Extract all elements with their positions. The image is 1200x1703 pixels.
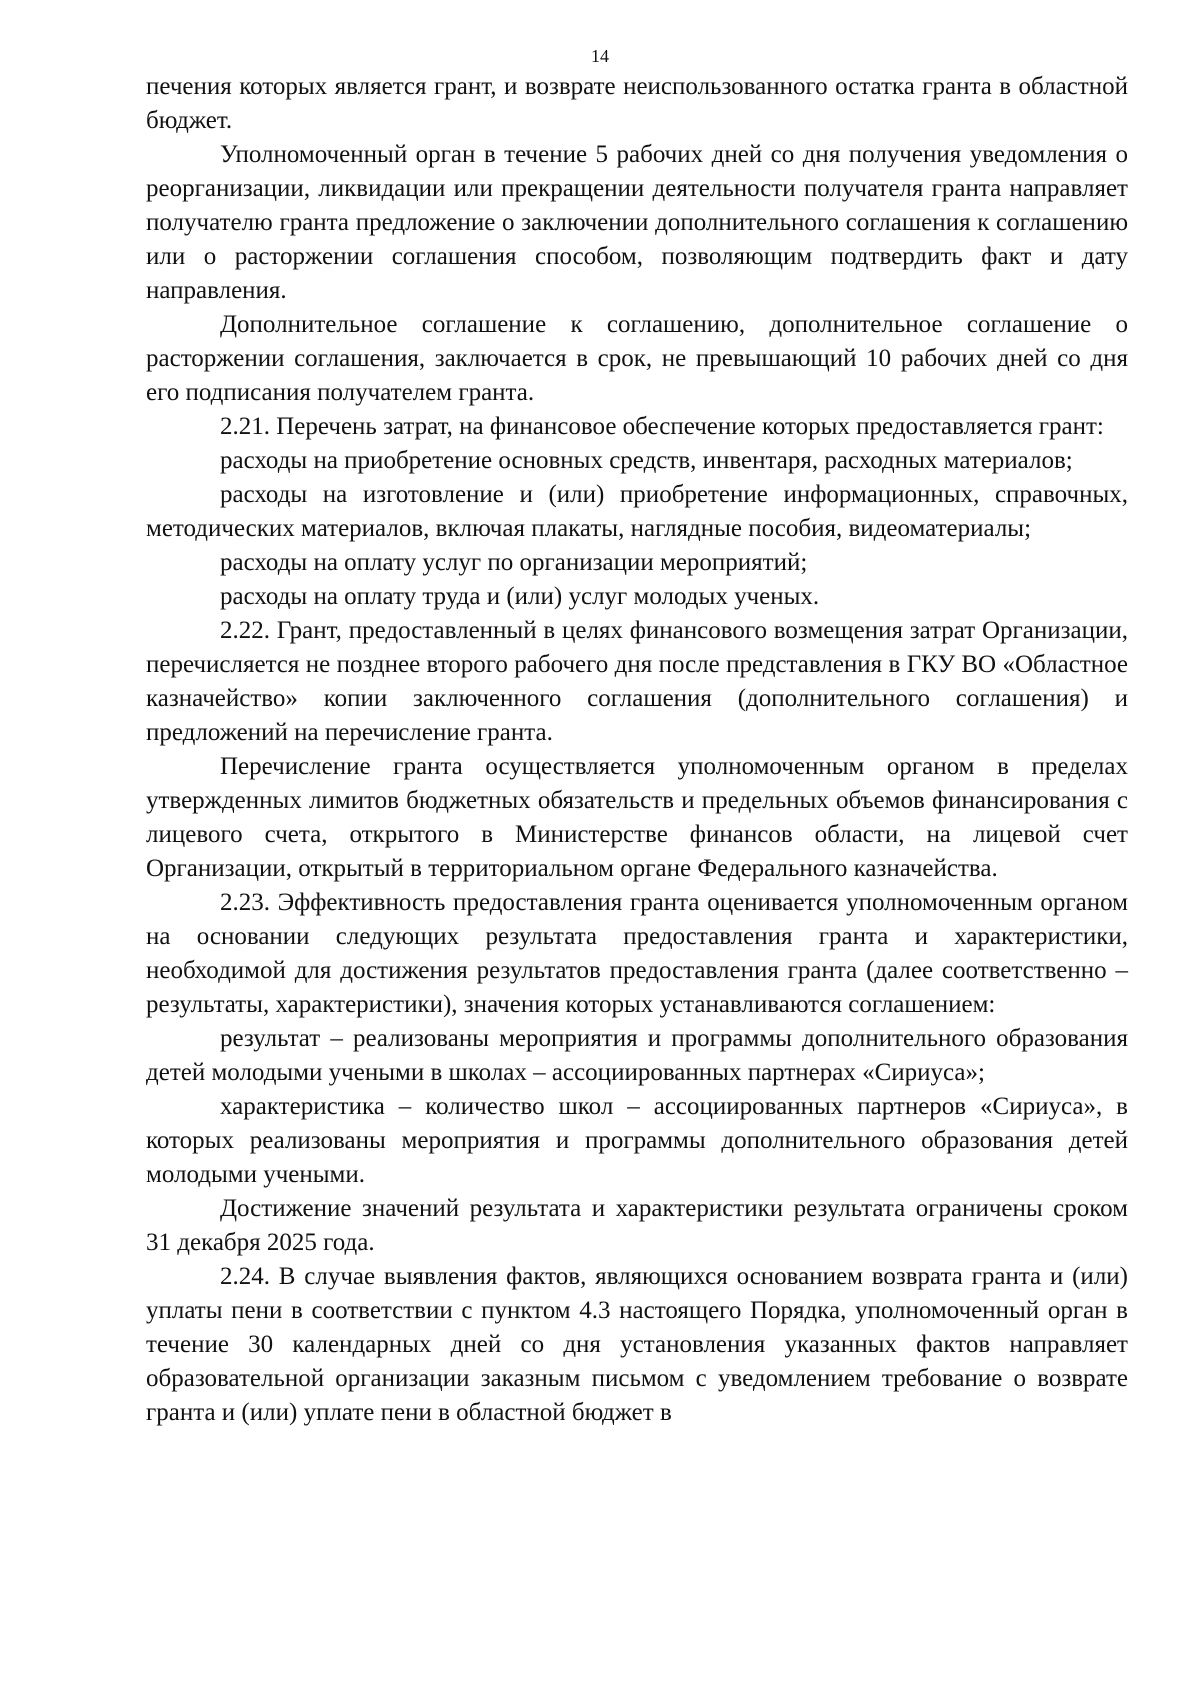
list-item: характеристика – количество школ – ассоциированных партнеров «Сириуса», в которых реализованы мероприятия и программы дополнительного образования детей молодыми учеными. <box>146 1093 1128 1188</box>
paragraph: Перечисление гранта осуществляется уполномоченным органом в пределах утвержденных лимитов бюджетных обязательств и предельных объемов финансирования с лицевого счета, открытого в Министерстве финансов области, на лицевой счет Организации, открытый в территориальном органе Федерального казначейства. <box>146 753 1128 882</box>
paragraph: Дополнительное соглашение к соглашению, дополнительное соглашение о расторжении соглашения, заключается в срок, не превышающий 10 рабочих дней со дня его подписания получателем гранта. <box>146 311 1128 406</box>
list-item: расходы на изготовление и (или) приобретение информационных, справочных, методических материалов, включая плакаты, наглядные пособия, видеоматериалы; <box>146 481 1128 542</box>
paragraph: печения которых является грант, и возврате неиспользованного остатка гранта в областной бюджет. <box>146 73 1128 134</box>
document-body <box>146 70 1128 1430</box>
list-item: расходы на оплату услуг по организации мероприятий; <box>220 549 808 576</box>
list-item: результат – реализованы мероприятия и программы дополнительного образования детей молодыми учеными в школах – ассоциированных партнерах «Сириуса»; <box>146 1025 1128 1086</box>
section-2-24-paragraph: 2.24. В случае выявления фактов, являющихся основанием возврата гранта и (или) уплаты пени в соответствии с пунктом 4.3 настоящего Порядка, уполномоченный орган в течение 30 календарных дней со дня установления указанных фактов направляет образовательной организации заказным письмом с уведомлением требование о возврате гранта и (или) уплате пени в областной бюджет в <box>146 1263 1128 1426</box>
list-item: расходы на оплату труда и (или) услуг молодых ученых. <box>220 583 820 610</box>
page-number: 14 <box>591 46 609 66</box>
list-item: расходы на приобретение основных средств, инвентаря, расходных материалов; <box>220 447 1073 474</box>
paragraph: Достижение значений результата и характеристики результата ограничены сроком 31 декабря 2025 года. <box>146 1195 1128 1256</box>
paragraph: Уполномоченный орган в течение 5 рабочих дней со дня получения уведомления о реорганизации, ликвидации или прекращении деятельности получателя гранта направляет получателю гранта предложение о заключении дополнительного соглашения к соглашению или о расторжении соглашения способом, позволяющим подтвердить факт и дату направления. <box>146 141 1128 304</box>
section-2-23-paragraph: 2.23. Эффективность предоставления гранта оценивается уполномоченным органом на основании следующих результата предоставления гранта и характеристики, необходимой для достижения результатов предоставления гранта (далее соответственно – результаты, характеристики), значения которых устанавливаются соглашением: <box>146 889 1128 1018</box>
section-2-22-paragraph: 2.22. Грант, предоставленный в целях финансового возмещения затрат Организации, перечисляется не позднее второго рабочего дня после представления в ГКУ ВО «Областное казначейство» копии заключенного соглашения (дополнительного соглашения) и предложений на перечисление гранта. <box>146 617 1128 746</box>
section-2-21-paragraph: 2.21. Перечень затрат, на финансовое обеспечение которых предоставляется грант: <box>220 413 1104 440</box>
